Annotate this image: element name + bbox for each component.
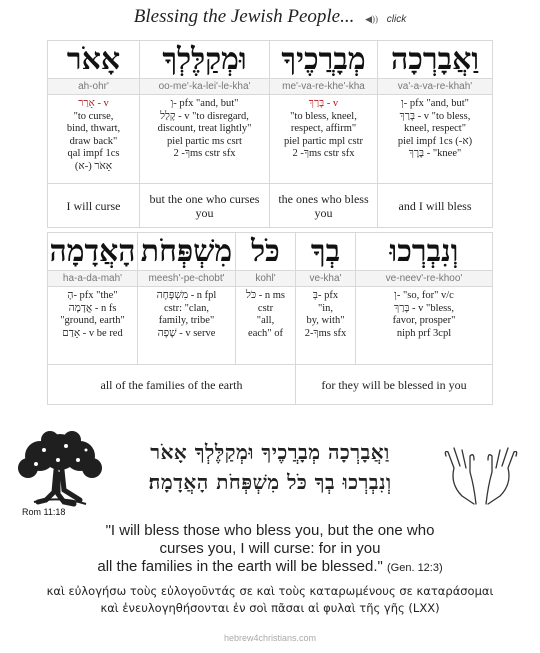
english-gloss: all of the families of the earth — [48, 365, 296, 405]
hebrew-word: כֹּל — [236, 233, 296, 271]
english-gloss: I will curse — [48, 184, 140, 228]
grammar-notes: וְ- pfx "and, but" בָּרַךְ - v "to bless, kneel, respect" piel impf 1cs (-א) בֶּרֶךְ - "knee" — [378, 95, 493, 184]
transliteration: ve-kha' — [296, 271, 356, 287]
english-translation: "I will bless those who bless you, but the one who curses you, I will curse: for in you all the families in the earth will be blessed." (Gen. 12:3) — [97, 522, 443, 575]
word-table-top — [47, 40, 493, 228]
grammar-notes: וְ- "so, for" v/c בָּרַךְ - v "bless, favor, prosper" niph prf 3cpl — [356, 287, 493, 365]
transliteration: ve-neev'-re-khoo' — [356, 271, 493, 287]
english-gloss: for they will be blessed in you — [296, 365, 493, 405]
raised-hands-icon — [440, 438, 522, 510]
hebrew-word: וּמְקַלֶּלְךָ — [140, 41, 270, 79]
english-gloss: but the one who curses you — [140, 184, 270, 228]
hebrew-word: אָאֹר — [48, 41, 140, 79]
hebrew-verse-line-2: וְנִבְרְכוּ בְךָ כֹּל מִשְׁפְּחֹת הָאֲדָמָה׃ — [148, 470, 392, 494]
grammar-notes: אָרַר - v "to curse, bind, thwart, draw back" qal impf 1cs (א-) אָאֹר — [48, 95, 140, 184]
transliteration: oo-me'-ka-lei'-le-kha' — [140, 79, 270, 95]
word-table-bottom — [47, 232, 493, 405]
hebrew-word: מְבָרֲכֶיךָ — [270, 41, 378, 79]
verse-reference: (Gen. 12:3) — [387, 562, 443, 574]
tree-icon — [14, 430, 106, 512]
transliteration: me'-va-re-khe'-kha — [270, 79, 378, 95]
page-title — [0, 6, 540, 28]
grammar-notes: מִשְׁפָּחָה - n fpl cstr: "clan, family, tribe" שָׁפָה - v serve — [138, 287, 236, 365]
english-gloss: the ones who bless you — [270, 184, 378, 228]
transliteration: meesh'-pe-chobt' — [138, 271, 236, 287]
hebrew-word: וְנִבְרְכוּ — [356, 233, 493, 271]
speaker-icon[interactable]: ◀)) — [365, 14, 379, 24]
hebrew-word: הָאֲדָמָה — [49, 234, 136, 269]
grammar-notes: כֹּל - n ms cstr "all, each" of — [236, 287, 296, 365]
grammar-notes: הָ- pfx "the" אֲדָמָה - n fs "ground, earth" אָדַם - v be red — [48, 287, 138, 365]
grammar-notes: בָּרַךְ - v "to bless, kneel, respect, affirm" piel partic mpl cstr ךָ- 2ms cstr sfx — [270, 95, 378, 184]
audio-click-link[interactable]: click — [386, 14, 407, 25]
grammar-notes: וְ- pfx "and, but" קָלַל - v "to disregard, discount, treat lightly" piel partic ms csrt ךָ- 2ms cstr sfx — [140, 95, 270, 184]
transliteration: va'-a-va-re-khah' — [378, 79, 493, 95]
english-gloss: and I will bless — [378, 184, 493, 228]
grammar-notes: בְּ- pfx "in, by, with" ךָ-2ms sfx — [296, 287, 356, 365]
transliteration: ha-a-da-mah' — [48, 271, 138, 287]
greek-translation: καὶ εὐλογήσω τοὺς εὐλογοῦντάς σε καὶ τοὺς καταρωμένους σε καταράσομαι καὶ ἐνευλογηθήσονται ἐν σοὶ πᾶσαι αἱ φυλαὶ τῆς γῆς (LXX) — [46, 584, 494, 615]
hebrew-verse-line-1: וַאֲבָרְכָה מְבָרֲכֶיךָ וּמְקַלֶּלְךָ אָאֹר — [150, 440, 390, 464]
transliteration: kohl' — [236, 271, 296, 287]
hebrew-word: בְךָ — [296, 233, 356, 271]
site-credit: hebrew4christians.com — [223, 633, 317, 643]
transliteration: ah-ohr' — [48, 79, 140, 95]
hebrew-word: מִשְׁפְּחֹת — [138, 233, 236, 271]
title-text: Blessing the Jewish People... — [133, 6, 355, 27]
tree-caption: Rom 11:18 — [22, 507, 66, 517]
hebrew-word: וַאֲבָרְכָה — [378, 41, 493, 79]
